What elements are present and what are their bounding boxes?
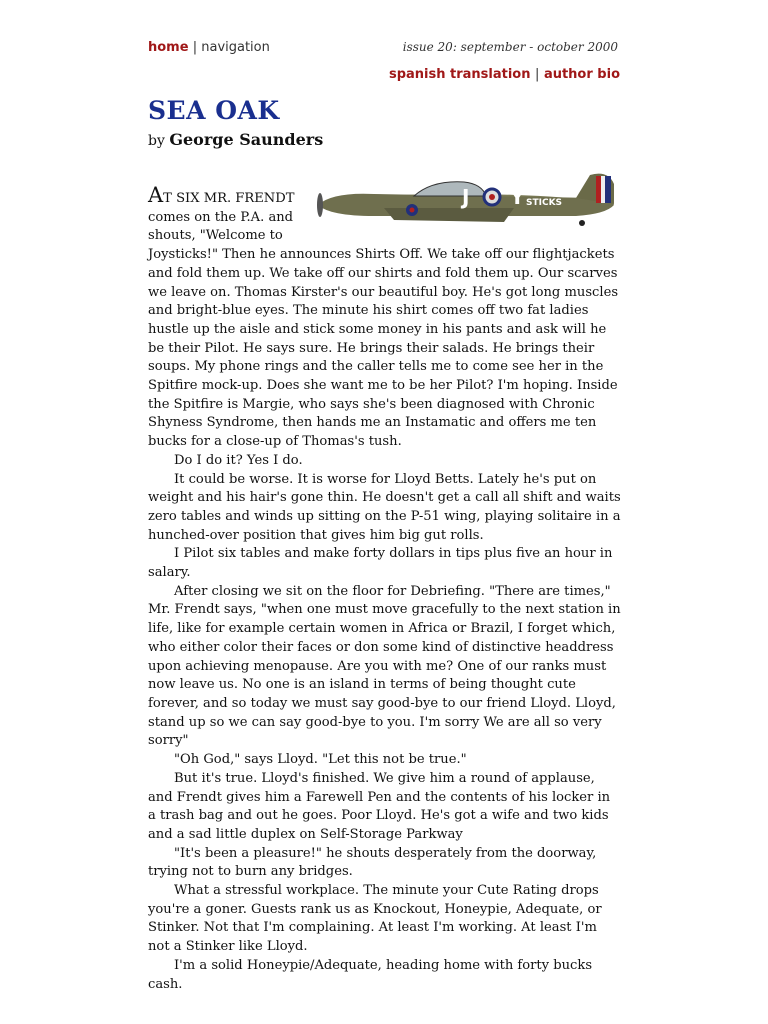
story-paragraph: But it's true. Lloyd's finished. We give him a round of applause, and Frendt gives him a Farewell Pen and the contents of his locker in a trash bag and out he goes. Poor Lloyd. He's got a wife and two kids and a sad little duplex on Self-Storage Parkway [148,770,611,842]
story-links [389,67,620,82]
story-paragraph: What a stressful workplace. The minute your Cute Rating drops you're a goner. Guests rank us as Knockout, Honeypie, Adequate, or Stinker. Not that I'm complaining. At least I'm working. At least I'm not a Stinker like Lloyd. [148,883,602,955]
top-navigation [148,40,270,55]
story-paragraph: "It's been a pleasure!" he shouts desperately from the doorway, trying not to burn any bridges. [148,845,597,880]
story-paragraph: I'm a solid Honeypie/Adequate, heading home with forty bucks cash. [148,957,593,992]
author-bio-link[interactable]: author bio [543,67,620,82]
story-paragraph: After closing we sit on the floor for Debriefing. "There are times," Mr. Frendt says, "when one must move gracefully to the next station in life, like for example certain women in Africa or Brazil, I forget which, who either color their faces or don some kind of distinctive headdress upon achieving menopause. Are you with me? One of our ranks must now leave us. No one is an island in terms of being thought cute forever, and so today we must say good-bye to our friend Lloyd. Lloyd, stand up so we can say good-bye to you. I'm sorry We are all so very sorry" [148,583,621,749]
story-paragraph: I Pilot six tables and make forty dollars in tips plus five an hour in salary. [148,546,613,581]
byline [148,130,323,149]
links-separator: | [535,67,540,82]
story-lead-text: T SIX MR. FRENDT comes on the P.A. and shouts, "Welcome to Joysticks!" Then he announces Shirts Off. We take off our flightjackets and fold them up. We take off our shirts and fold them up. Our scarves we leave on. Thomas Kirster's our beautiful boy. He's got long muscles and bright-blue eyes. The minute his shirt comes off two fat ladies hustle up the aisle and stick some money in his pants and ask will he be their Pilot. He says sure. He brings their salads. He brings their soups. My phone rings and the caller tells me to come see her in the Spitfire mock-up. Does she want me to be her Pilot? I'm hoping. Inside the Spitfire is Margie, who says she's been diagnosed with Chronic Shyness Syndrome, then hands me an Instamatic and offers me ten bucks for a close-up of Thomas's tush. [148,191,619,450]
navigation-label: navigation [201,40,270,55]
story-title: SEA OAK [148,96,280,125]
author-name: George Saunders [169,130,324,149]
spanish-translation-link[interactable]: spanish translation [388,67,531,82]
nav-separator: | [192,40,198,55]
story-paragraph: "Oh God," says Lloyd. "Let this not be true." [174,752,467,768]
home-link[interactable]: home [148,40,189,55]
svg-text:Y: Y [510,185,525,209]
story-paragraph: It could be worse. It is worse for Lloyd Betts. Lately he's put on weight and his hair's gone thin. He doesn't get a call all shift and waits zero tables and winds up sitting on the P-51 wing, playing solitaire in a hunched-over position that gives him big gut rolls. [148,471,621,543]
story-paragraph: Do I do it? Yes I do. [174,452,303,468]
drop-cap: A [148,183,164,207]
svg-text:J: J [462,185,470,209]
byline-prefix: by [148,133,165,149]
spitfire-image [314,172,626,234]
issue-info: issue 20: september - october 2000 [402,40,618,54]
story-body [148,183,622,994]
svg-text:STICKS: STICKS [526,198,563,208]
